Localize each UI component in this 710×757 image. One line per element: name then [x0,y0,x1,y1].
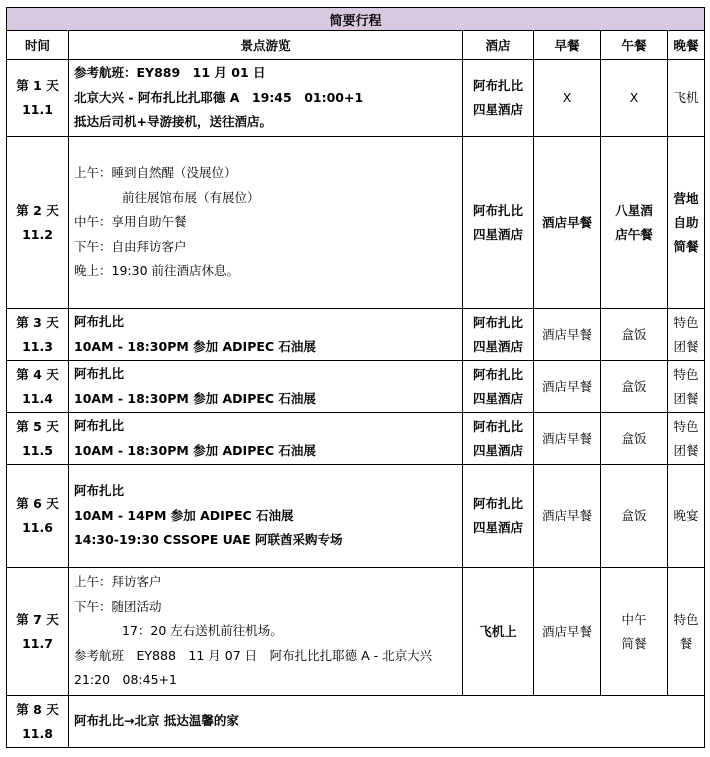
sights-line: 下午：自由拜访客户 [74,238,187,254]
dinner-cell [668,465,705,568]
hotel-cell [463,137,534,309]
meal-text: X [562,90,572,105]
sights-cell [69,60,463,137]
day-cell [7,361,69,413]
sights-line: 中午：享用自助午餐 [74,214,187,230]
hotel-text: 四星酒店 [472,442,523,458]
day-date: 11.4 [22,390,53,406]
meal-text: 营地 [673,190,699,206]
meal-text: 店午餐 [615,226,653,242]
sights-line: 10AM - 18:30PM 参加 ADIPEC 石油展 [74,442,316,458]
hotel-text: 四星酒店 [472,338,523,354]
header-hotel: 酒店 [463,31,534,60]
sights-line: 10AM - 18:30PM 参加 ADIPEC 石油展 [74,338,316,354]
sights-line: 17：20 左右送机前往机场。 [122,623,283,639]
lunch-cell [601,568,668,696]
day-date: 11.6 [22,520,53,535]
day-date: 11.3 [22,338,53,354]
breakfast-cell [534,413,601,465]
meal-text: 盒饭 [621,508,647,523]
sights-line: 抵达后司机+导游接机，送往酒店。 [74,114,272,130]
day-cell [7,309,69,361]
day-date: 11.7 [22,635,53,651]
meal-text: 晚宴 [673,508,699,523]
meal-text: 酒店早餐 [541,508,592,523]
day-cell [7,137,69,309]
meal-text: 酒店早餐 [541,623,592,639]
dinner-cell [668,568,705,696]
day-label: 第 7 天 [16,611,59,627]
meal-text: 盒饭 [621,378,647,394]
day-label: 第 5 天 [16,418,59,434]
breakfast-cell [534,309,601,361]
sights-line: 阿布扎比 [74,366,125,381]
meal-text: 酒店早餐 [541,430,592,446]
hotel-cell [463,309,534,361]
sights-line: 10AM - 14PM 参加 ADIPEC 石油展 [74,507,294,523]
meal-text: 简餐 [621,635,647,651]
header-breakfast: 早餐 [534,31,601,60]
sights-line: 上午：拜访客户 [74,574,162,590]
itinerary-table [6,7,705,748]
day-label: 第 6 天 [16,496,59,511]
lunch-cell [601,309,668,361]
day-cell [7,60,69,137]
header-lunch: 午餐 [601,31,668,60]
sights-cell [69,309,463,361]
day-label: 第 4 天 [16,366,59,382]
sights-line: 北京大兴 - 阿布扎比扎耶德 A 19:45 01:00+1 [74,89,364,105]
sights-line: 阿布扎比 [74,483,125,499]
lunch-cell [601,361,668,413]
meal-text: 特色 [673,418,699,434]
day-cell [7,465,69,568]
sights-cell [69,413,463,465]
day-label: 第 8 天 [16,701,59,717]
dinner-cell [668,137,705,309]
meal-text: 餐 [679,635,693,651]
hotel-text: 四星酒店 [472,102,523,117]
meal-text: 团餐 [673,338,699,354]
sights-line: 阿布扎比→北京 抵达温馨的家 [74,713,239,729]
sights-cell [69,568,463,696]
sights-line: 阿布扎比 [74,314,125,329]
header-row [7,31,705,60]
meal-text: 中午 [621,611,647,627]
sights-line: 14:30-19:30 CSSOPE UAE 阿联酋采购专场 [74,532,343,548]
hotel-text: 四星酒店 [472,226,523,242]
hotel-text: 阿布扎比 [472,366,523,382]
sights-cell [69,696,705,748]
meal-text: 酒店早餐 [541,326,592,342]
table-row [7,696,705,748]
hotel-text: 飞机上 [479,623,517,639]
table-row [7,568,705,696]
meal-text: 简餐 [673,238,699,254]
dinner-cell [668,361,705,413]
table-row [7,137,705,309]
breakfast-cell [534,60,601,137]
meal-text: X [629,90,639,105]
sights-line: 参考航班：EY889 11 月 01 日 [74,65,266,81]
table-title: 简要行程 [7,8,705,31]
hotel-text: 四星酒店 [472,390,523,406]
hotel-cell [463,568,534,696]
sights-cell [69,361,463,413]
table-row [7,60,705,137]
table-row [7,309,705,361]
day-date: 11.1 [22,102,53,117]
sights-line: 阿布扎比 [74,418,125,433]
meal-text: 特色 [673,366,699,382]
breakfast-cell [534,465,601,568]
lunch-cell [601,137,668,309]
breakfast-cell [534,568,601,696]
hotel-cell [463,361,534,413]
hotel-text: 阿布扎比 [472,496,523,511]
meal-text: 酒店早餐 [541,214,592,230]
sights-line: 21:20 08:45+1 [74,672,177,688]
lunch-cell [601,60,668,137]
meal-text: 自助 [673,214,699,230]
table-row [7,361,705,413]
day-label: 第 1 天 [16,78,59,93]
sights-line: 下午：随团活动 [74,598,162,614]
hotel-text: 阿布扎比 [472,314,523,330]
meal-text: 特色 [673,314,699,330]
meal-text: 盒饭 [621,326,647,342]
meal-text: 团餐 [673,390,699,406]
meal-text: 团餐 [673,442,699,458]
meal-text: 八星酒 [615,202,653,218]
hotel-cell [463,465,534,568]
header-sights: 景点游览 [69,31,463,60]
hotel-text: 阿布扎比 [472,78,523,93]
day-date: 11.8 [22,725,53,741]
meal-text: 飞机 [673,90,699,105]
title-row [7,8,705,31]
sights-cell [69,137,463,309]
day-date: 11.5 [22,442,53,458]
day-date: 11.2 [22,226,53,242]
header-time: 时间 [7,31,69,60]
hotel-text: 四星酒店 [472,520,523,535]
sights-line: 前往展馆布展（有展位） [122,189,260,205]
hotel-text: 阿布扎比 [472,418,523,434]
sights-line: 上午：睡到自然醒（没展位） [74,165,237,181]
day-cell [7,568,69,696]
meal-text: 特色 [673,611,699,627]
sights-line: 晚上：19:30 前往酒店休息。 [74,263,239,279]
lunch-cell [601,413,668,465]
day-cell [7,413,69,465]
day-label: 第 2 天 [16,202,59,218]
day-cell [7,696,69,748]
sights-cell [69,465,463,568]
table-row [7,465,705,568]
dinner-cell [668,60,705,137]
meal-text: 酒店早餐 [541,378,592,394]
breakfast-cell [534,361,601,413]
hotel-text: 阿布扎比 [472,202,523,218]
sights-line: 10AM - 18:30PM 参加 ADIPEC 石油展 [74,390,316,406]
hotel-cell [463,413,534,465]
day-label: 第 3 天 [16,314,59,330]
meal-text: 盒饭 [621,430,647,446]
dinner-cell [668,309,705,361]
sights-line: 参考航班 EY888 11 月 07 日 阿布扎比扎耶德 A - 北京大兴 [74,647,433,663]
hotel-cell [463,60,534,137]
dinner-cell [668,413,705,465]
table-row [7,413,705,465]
header-dinner: 晚餐 [668,31,705,60]
lunch-cell [601,465,668,568]
breakfast-cell [534,137,601,309]
